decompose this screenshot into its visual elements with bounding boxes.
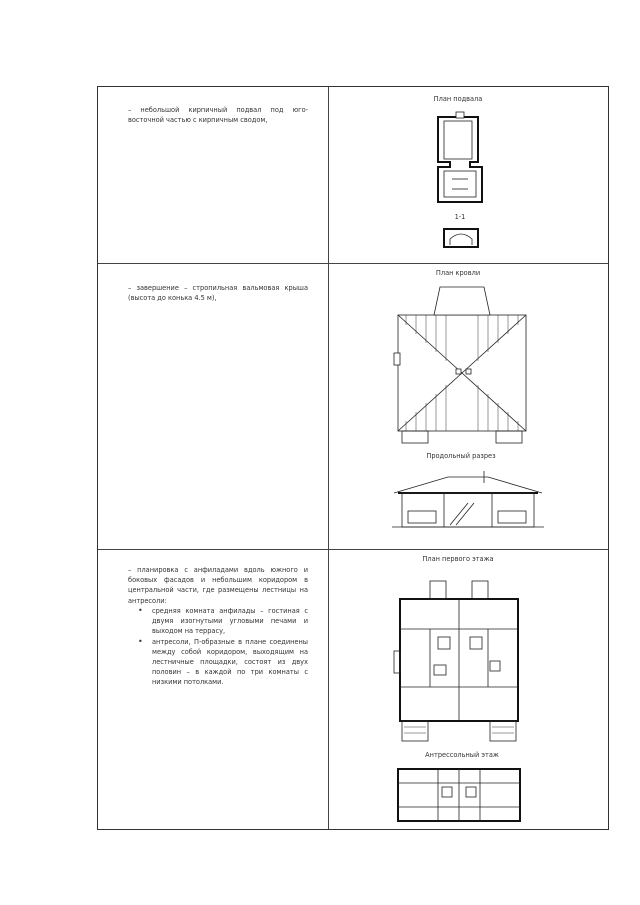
bullet-item: • антресоли, П-образные в плане соединены между собой коридором, выходящим на лестничные площадки, состоят из двух половин – в каждой по три комнаты с низкими потолками. [138, 637, 308, 688]
row-1-text: – небольшой кирпичный подвал под юго-восточной частью с кирпичным сводом, [128, 106, 308, 125]
row-3-bullet-list [128, 606, 308, 688]
caption-longitudinal-section: Продольный разрез [426, 452, 496, 460]
row-divider-2 [98, 549, 608, 550]
caption-mezzanine-floor: Антрессольный этаж [425, 751, 499, 759]
mezzanine-floor-drawing [394, 763, 526, 823]
column-divider [328, 87, 329, 829]
caption-section-1-1: 1-1 [454, 213, 466, 221]
row-3-text [128, 565, 308, 688]
row-2-text: – завершение – стропильная вальмовая крыша (высота до конька 4.5 м), [128, 284, 308, 303]
first-floor-plan-drawing [386, 567, 536, 747]
document-table [97, 86, 609, 830]
longitudinal-section-drawing [388, 463, 548, 533]
caption-roof-plan: План кровли [435, 269, 481, 277]
caption-first-floor-plan: План первого этажа [422, 555, 494, 563]
caption-basement-plan: План подвала [433, 95, 483, 103]
row-3-intro: – планировка с анфиладами вдоль южного и боковых фасадов и небольшим коридором в центральной части, где размещены лестницы на антресоли: [128, 566, 308, 605]
row-divider-1 [98, 263, 608, 264]
basement-plan-drawing [430, 107, 490, 207]
bullet-item: • средняя комната анфилады – гостиная с двумя изогнутыми угловыми печами и выходом на террасу, [138, 606, 308, 637]
roof-plan-drawing [374, 279, 544, 449]
section-1-1-drawing [442, 225, 482, 251]
